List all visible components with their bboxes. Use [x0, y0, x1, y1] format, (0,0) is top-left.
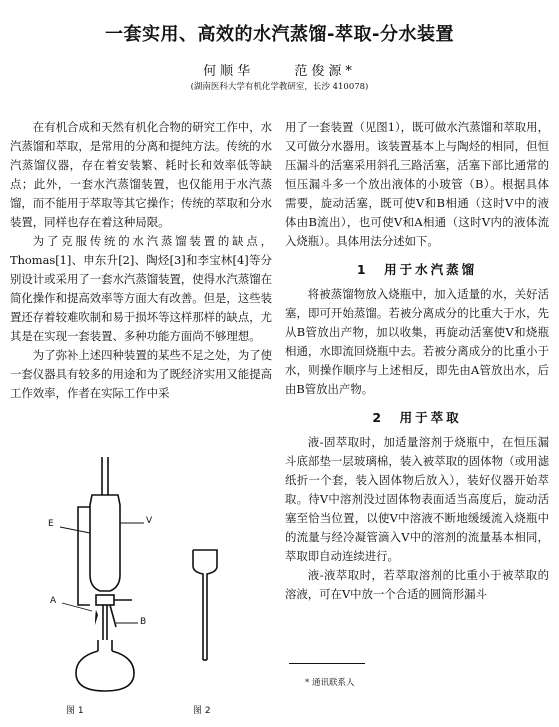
figure-1-label-A: A — [50, 596, 57, 606]
figure-1-label-B: B — [140, 617, 147, 627]
section-2-paragraph-2: 液-液萃取时，若萃取溶剂的比重小于被萃取的溶液，可在V中放一个合适的圆筒形漏斗 — [285, 568, 549, 601]
intro-paragraph-3: 为了弥补上述四种装置的某些不足之处，为了使一套仪器具有较多的用途和为了既经济实用又能提高工作效率，作者在实际工作中采 — [10, 348, 273, 400]
intro-paragraph-continued: 用了一套装置（见图1），既可做水汽蒸馏和萃取用，又可做分水器用。该装置基本上与陶烃的相同，但恒压漏斗的活塞采用斜孔三路活塞，活塞下部比通常的恒压漏斗多一个放出液体的小玻管（B）。根据具体需要，旋动活塞，既可使V和B相通（这时V中的液体由B流出），也可使V和A相通（这时V内的液体流入烧瓶）。具体用法分述如下。 — [285, 120, 549, 248]
left-column — [10, 118, 272, 403]
figure-1-label-E: E — [48, 519, 54, 529]
affiliation: (湖南医科大学有机化学教研室，长沙 410078) — [190, 82, 369, 92]
section-1-heading: 1 用于水汽蒸馏 — [356, 262, 478, 277]
figure-2-funnel-drawing — [185, 540, 225, 690]
footnote-divider — [289, 663, 365, 664]
paper-title: 一套实用、高效的水汽蒸馏-萃取-分水装置 — [105, 24, 454, 45]
intro-paragraph-2: 为了克服传统的水汽蒸馏装置的缺点，Thomas[1]、申东升[2]、陶烃[3]和李宝林[4]等分别设计或采用了一套水汽蒸馏装置，使得水汽蒸馏在简化操作和提高效率等方面大有改善。但是，这些装置还存着较难吹制和易于损坏等这样那样的缺点，尤其是在实现一套装置、多种功能方面尚不够理想。 — [10, 234, 272, 343]
author-1: 何顺华 — [203, 64, 255, 79]
right-column — [285, 118, 549, 604]
section-1-paragraph: 将被蒸馏物放入烧瓶中，加入适量的水，关好活塞，即可开始蒸馏。若被分离成分的比重大于水，先从B管放出产物，加以收集，再旋动活塞使V和烧瓶相通，水即流回烧瓶中去。若被分离成分的比重小于水，则操作顺序与上述相反，即先由A管放出水，后由B管放出产物。 — [285, 287, 549, 396]
footnote: * 通讯联系人 — [305, 678, 355, 688]
section-2-heading: 2 用于萃取 — [372, 410, 462, 425]
authors — [0, 60, 559, 79]
author-2: 范俊源* — [294, 64, 356, 79]
intro-paragraph-1: 在有机合成和天然有机化合物的研究工作中，水汽蒸馏和萃取，是常用的分离和提纯方法。传统的水汽蒸馏仪器，存在着安装繁、耗时长和效率低等缺点；此外，一套水汽蒸馏装置，也仅能用于水汽蒸馏，而不能用于萃取等其它操作；传统的萃取和分水装置，同样也存在着这种局限。 — [10, 120, 273, 229]
figure-2-caption: 图 2 — [193, 706, 211, 716]
figure-1-apparatus-drawing — [40, 455, 180, 695]
section-2-paragraph-1: 液-固萃取时，加适量溶剂于烧瓶中，在恒压漏斗底部垫一层玻璃棉，装入被萃取的固体物（或用滤纸折一个套，装入固体物后放入），装好仪器开始萃取。待V中溶剂没过固体物表面适当高度后，旋动活塞至恰当位置，以使V中溶液不断地缓缓流入烧瓶中的流量与经冷凝管滴入V中的溶剂的流量基本相同，萃取即自动连续进行。 — [285, 435, 549, 563]
figure-1-caption: 图 1 — [66, 706, 84, 716]
figure-1-label-V: V — [146, 516, 153, 526]
